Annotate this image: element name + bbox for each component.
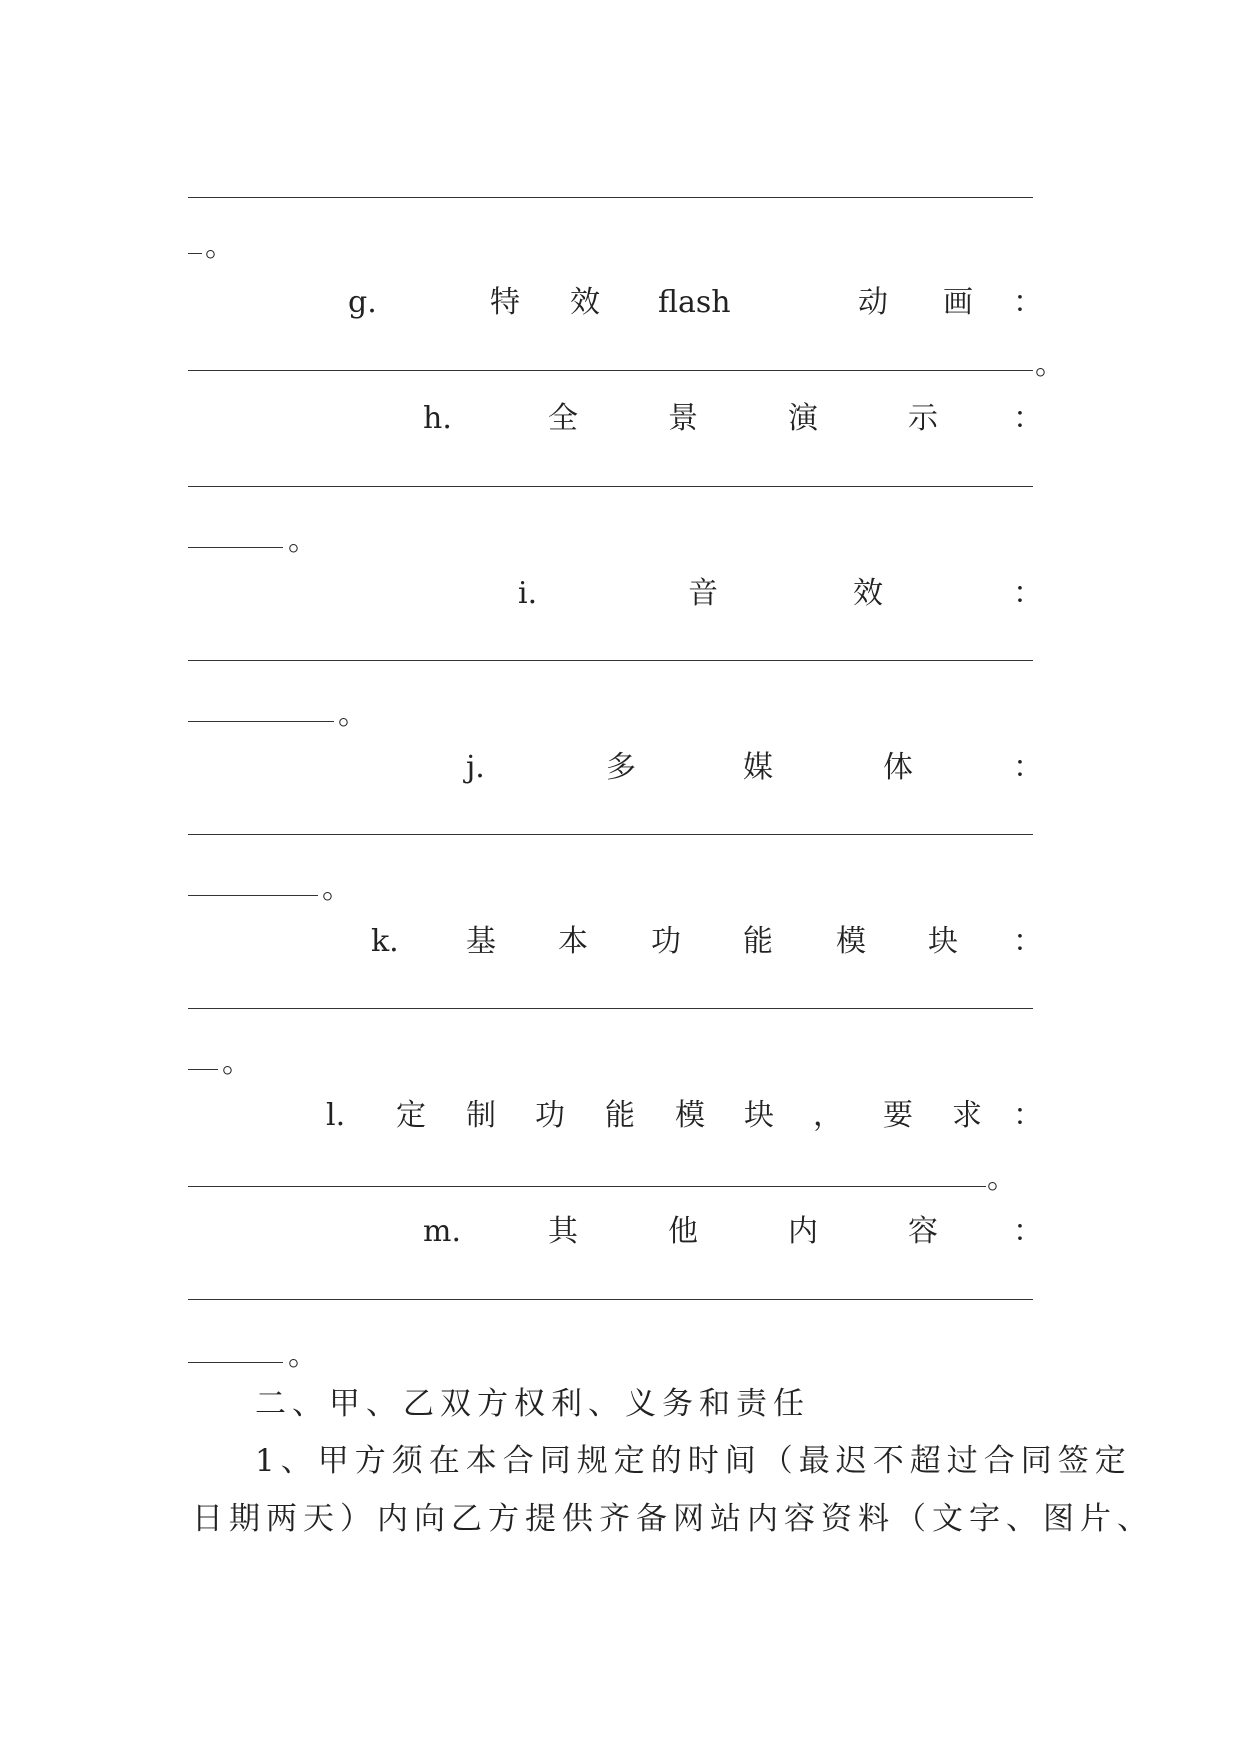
blank-line: [188, 486, 1033, 487]
blank-line: [188, 1069, 218, 1070]
item-text: 画: [943, 285, 973, 320]
item-text: 定: [396, 1098, 426, 1133]
blank-line: [188, 197, 1033, 198]
item-text: 块: [744, 1098, 774, 1133]
item-text: 特: [490, 285, 520, 320]
item-m: [188, 1212, 1043, 1252]
item-label: i.: [518, 576, 538, 611]
item-text: 效: [570, 285, 600, 320]
item-text: 动: [858, 285, 888, 320]
item-text: 体: [883, 750, 913, 785]
colon: ：: [1013, 1098, 1043, 1133]
blank-line: [188, 1008, 1033, 1009]
item-text: 能: [605, 1098, 635, 1133]
item-text: 内: [788, 1214, 818, 1249]
blank-line: [188, 1186, 986, 1187]
item-text: 效: [853, 576, 883, 611]
item-h: [188, 399, 1043, 439]
item-label: h.: [423, 401, 452, 436]
item-g: [188, 283, 1043, 323]
blank-line: [188, 834, 1033, 835]
colon: ：: [1013, 924, 1043, 959]
period: 。: [222, 1045, 252, 1080]
item-text: 媒: [743, 750, 773, 785]
item-text: 景: [668, 401, 698, 436]
item-j: [188, 748, 1043, 788]
period: 。: [288, 1338, 318, 1373]
blank-line: [188, 547, 283, 548]
blank-line: [188, 1362, 283, 1363]
item-text: 模: [836, 924, 866, 959]
period: 。: [205, 229, 235, 264]
item-l: [188, 1096, 1043, 1136]
blank-line: [188, 370, 1033, 371]
item-text: 块: [928, 924, 958, 959]
blank-line: [188, 721, 334, 722]
item-text: 制: [466, 1098, 496, 1133]
period: 。: [987, 1161, 1017, 1196]
item-k: [188, 922, 1043, 962]
blank-line: [188, 895, 318, 896]
period: 。: [322, 871, 352, 906]
paragraph-line: 日期两天）内向乙方提供齐备网站内容资料（文字、图片、: [192, 1501, 1154, 1537]
item-text: 他: [668, 1214, 698, 1249]
item-label: l.: [326, 1098, 346, 1133]
section-heading: 二、甲、乙双方权利、义务和责任: [255, 1386, 810, 1422]
item-text: 本: [558, 924, 588, 959]
colon: ：: [1013, 1214, 1043, 1249]
colon: ：: [1013, 285, 1043, 320]
colon: ：: [1013, 576, 1043, 611]
period: 。: [338, 697, 368, 732]
item-text: 音: [688, 576, 718, 611]
colon: ：: [1013, 750, 1043, 785]
item-text: ，: [813, 1098, 843, 1133]
item-text: 多: [606, 750, 636, 785]
item-text: 功: [651, 924, 681, 959]
item-text: 模: [675, 1098, 705, 1133]
blank-line: [188, 660, 1033, 661]
colon: ：: [1013, 401, 1043, 436]
item-i: [188, 574, 1043, 614]
item-text: 功: [535, 1098, 565, 1133]
item-label: g.: [348, 285, 377, 320]
item-text: 求: [952, 1098, 982, 1133]
item-label: k.: [371, 924, 399, 959]
period: 。: [288, 523, 318, 558]
item-text: 能: [743, 924, 773, 959]
item-text: 演: [788, 401, 818, 436]
item-text: 示: [908, 401, 938, 436]
blank-line: [188, 253, 202, 254]
item-text: 其: [548, 1214, 578, 1249]
blank-line: [188, 1299, 1033, 1300]
paragraph-line: 1、甲方须在本合同规定的时间（最迟不超过合同签定: [255, 1443, 1132, 1479]
item-label: m.: [423, 1214, 461, 1249]
item-label: j.: [466, 750, 485, 785]
item-text: 容: [908, 1214, 938, 1249]
item-text: flash: [658, 285, 731, 320]
item-text: 要: [883, 1098, 913, 1133]
item-text: 全: [548, 401, 578, 436]
item-text: 基: [466, 924, 496, 959]
period: 。: [1035, 347, 1065, 382]
